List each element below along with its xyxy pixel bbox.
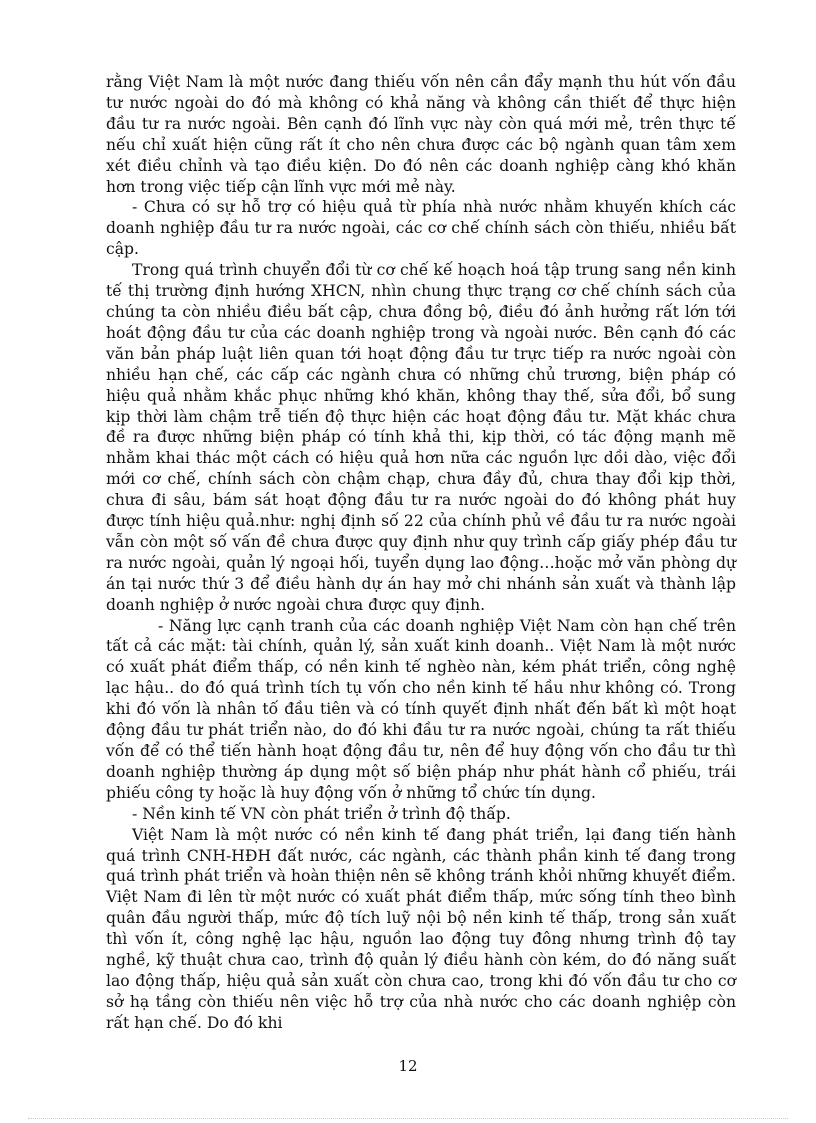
paragraph-bullet-state-support: - Chưa có sự hỗ trợ có hiệu quả từ phía nhà nước nhằm khuyến khích các doanh nghiệp đầu tư ra nước ngoài, các cơ chế chính sách còn thiếu, nhiều bất cập. bbox=[106, 198, 736, 259]
paragraph-vietnam-economy: Việt Nam là một nước có nền kinh tế đang phát triển, lại đang tiến hành quá trình CNH-HĐH đất nước, các ngành, các thành phần kinh tế đang trong quá trình phát triển và hoàn thiện nên sẽ không tránh khỏi những khuyết điểm. Việt Nam đi lên từ một nước có xuất phát điểm thấp, mức sống tính theo bình quân đầu người thấp, mức độ tích luỹ nội bộ nền kinh tế thấp, trong sản xuất thì vốn ít, công nghệ lạc hậu, nguồn lao động tuy đông nhưng trình độ tay nghề, kỹ thuật chưa cao, trình độ quản lý điều hành còn kém, do đó năng suất lao động thấp, hiệu quả sản xuất còn chưa cao, trong khi đó vốn đầu tư cho cơ sở hạ tầng còn thiếu nên việc hỗ trợ của nhà nước cho các doanh nghiệp còn rất hạn chế. Do đó khi bbox=[106, 825, 736, 1032]
page-bottom-divider bbox=[28, 1118, 788, 1119]
page-number: 12 bbox=[398, 1057, 418, 1075]
paragraph-policy-transition: Trong quá trình chuyển đổi từ cơ chế kế hoạch hoá tập trung sang nền kinh tế thị trường định hướng XHCN, nhìn chung thực trạng cơ chế chính sách của chúng ta còn nhiều điều bất cập, chưa đồng bộ, điều đó ảnh hưởng rất lớn tới hoát động đầu tư của các doanh nghiệp trong và ngoài nước. Bên cạnh đó các văn bản pháp luật liên quan tới hoạt động đầu tư trực tiếp ra nước ngoài còn nhiều hạn chế, các cấp các ngành chưa có những chủ trương, biện pháp có hiệu quả nhằm khắc phục những khó khăn, không thay thế, sửa đổi, bổ sung kịp thời làm chậm trễ tiến độ thực hiện các hoạt động đầu tư. Mặt khác chưa đề ra được những biện pháp có tính khả thi, kịp thời, có tác động mạnh mẽ nhằm khai thác một cách có hiệu quả hơn nữa các nguồn lực dồi dào, việc đổi mới cơ chế, chính sách còn chậm chạp, chưa đầy đủ, chưa thay đổi kịp thời, chưa đi sâu, bám sát hoạt động đầu tư ra nước ngoài do đó không phát huy được tính hiệu quả.như: nghị định số 22 của chính phủ về đầu tư ra nước ngoài vẫn còn một số vấn đề chưa được quy định như quy trình cấp giấy phép đầu tư ra nước ngoài, quản lý ngoại hối, tuyển dụng lao động…hoặc mở văn phòng dự án tại nước thứ 3 để điều hành dự án hay mở chi nhánh sản xuất và thành lập doanh nghiệp ở nước ngoài chưa được quy định. bbox=[106, 261, 736, 614]
paragraph-bullet-low-development: - Nền kinh tế VN còn phát triển ở trình độ thấp. bbox=[132, 804, 511, 823]
paragraph-continuation: rằng Việt Nam là một nước đang thiếu vốn nên cần đẩy mạnh thu hút vốn đầu tư nước ngoài do đó mà không có khả năng và không cần thiết để thực hiện đầu tư ra nước ngoài. Bên cạnh đó lĩnh vực này còn quá mới mẻ, trên thực tế nếu chỉ xuất hiện cũng rất ít cho nên chưa được các bộ ngành quan tâm xem xét điều chỉnh và tạo điều kiện. Do đó nên các doanh nghiệp càng khó khăn hơn trong việc tiếp cận lĩnh vực mới mẻ này. bbox=[106, 73, 736, 196]
paragraph-bullet-competitiveness: - Năng lực cạnh tranh của các doanh nghiệp Việt Nam còn hạn chế trên tất cả các mặt: tài chính, quản lý, sản xuất kinh doanh.. Việt Nam là một nước có xuất phát điểm thấp, có nền kinh tế nghèo nàn, kém phát triển, công nghệ lạc hậu.. do đó quá trình tích tụ vốn cho nền kinh tế hầu như không có. Trong khi đó vốn là nhân tố đầu tiên và có tính quyết định nhất đến bất kì một hoạt động đầu tư phát triển nào, do đó khi đầu tư ra nước ngoài, chúng ta rất thiếu vốn để có thể tiến hành hoạt động đầu tư, nên để huy động vốn cho đầu tư thì doanh nghiệp thường áp dụng một số biện pháp như phát hành cổ phiếu, trái phiếu công ty hoặc là huy động vốn ở những tổ chức tín dụng. bbox=[106, 616, 736, 802]
body-text bbox=[106, 72, 736, 1034]
